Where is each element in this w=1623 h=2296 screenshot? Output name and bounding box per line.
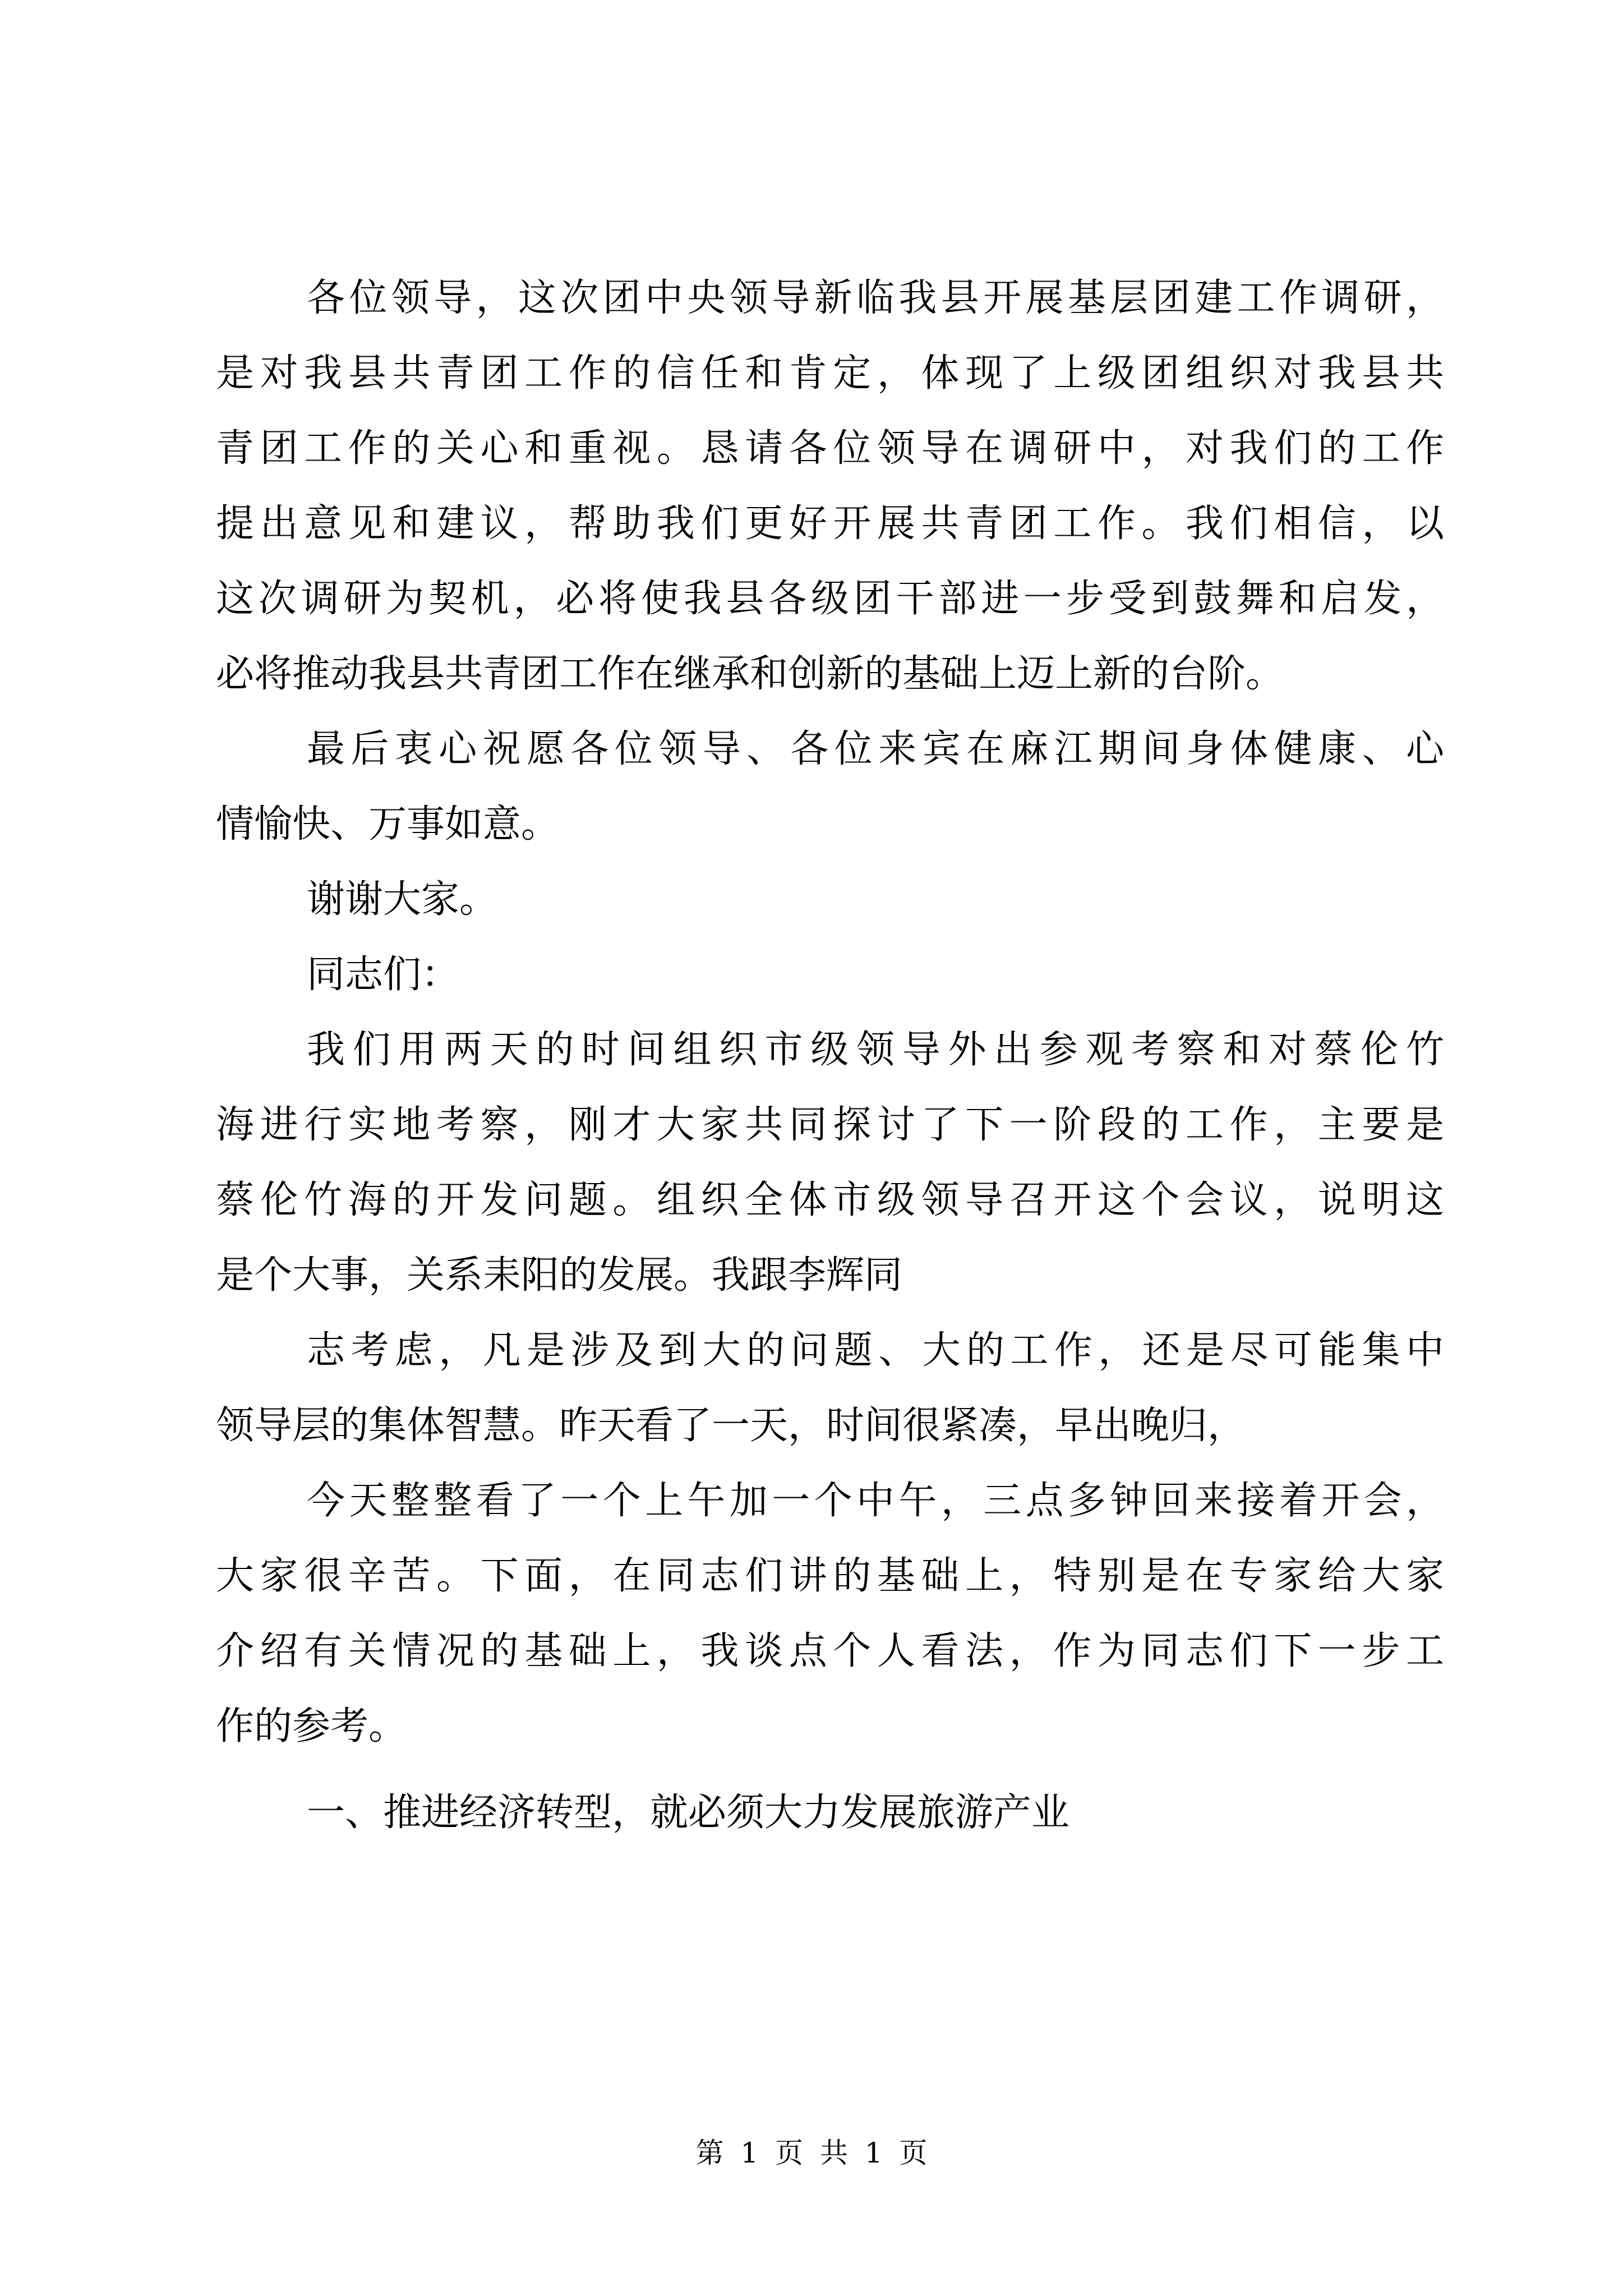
text-line: 是个大事，关系耒阳的发展。我跟李辉同: [216, 1253, 903, 1297]
text-line: 提出意见和建议，帮助我们更好开展共青团工作。我们相信，以: [216, 501, 1444, 546]
text-line: 谢谢大家。: [307, 877, 498, 922]
text-line: 我们用两天的时间组织市级领导外出参观考察和对蔡伦竹: [307, 1028, 1444, 1072]
text-line: 青团工作的关心和重视。恳请各位领导在调研中，对我们的工作: [216, 426, 1444, 471]
page-footer: 第 1 页 共 1 页: [695, 2137, 928, 2169]
text-line: 作的参考。: [216, 1704, 407, 1749]
text-line: 海进行实地考察，刚才大家共同探讨了下一阶段的工作，主要是: [216, 1103, 1444, 1147]
text-line: 各位领导，这次团中央领导新临我县开展基层团建工作调研，: [307, 276, 1444, 320]
text-line: 情愉快、万事如意。: [216, 802, 560, 846]
document-body: [216, 261, 1444, 1851]
text-line: 大家很辛苦。下面，在同志们讲的基础上，特别是在专家给大家: [216, 1554, 1444, 1598]
text-line: 今天整整看了一个上午加一个中午，三点多钟回来接着开会，: [307, 1479, 1444, 1523]
text-line: 是对我县共青团工作的信任和肯定，体现了上级团组织对我县共: [216, 351, 1444, 395]
text-line: 同志们：: [307, 953, 460, 997]
text-line: 领导层的集体智慧。昨天看了一天，时间很紧凑，早出晚归，: [216, 1404, 1246, 1448]
spacer: [216, 1764, 1444, 1775]
text-line: 介绍有关情况的基础上，我谈点个人看法，作为同志们下一步工: [216, 1629, 1444, 1673]
text-line: 必将推动我县共青团工作在继承和创新的基础上迈上新的台阶。: [216, 652, 1284, 696]
text-line: 志考虑，凡是涉及到大的问题、大的工作，还是尽可能集中: [307, 1328, 1444, 1373]
text-line: 最后衷心祝愿各位领导、各位来宾在麻江期间身体健康、心: [307, 727, 1444, 771]
text-line: 这次调研为契机，必将使我县各级团干部进一步受到鼓舞和启发，: [216, 577, 1444, 621]
section-heading: 一、推进经济转型，就必须大力发展旅游产业: [307, 1791, 1070, 1835]
text-line: 蔡伦竹海的开发问题。组织全体市级领导召开这个会议，说明这: [216, 1178, 1444, 1222]
